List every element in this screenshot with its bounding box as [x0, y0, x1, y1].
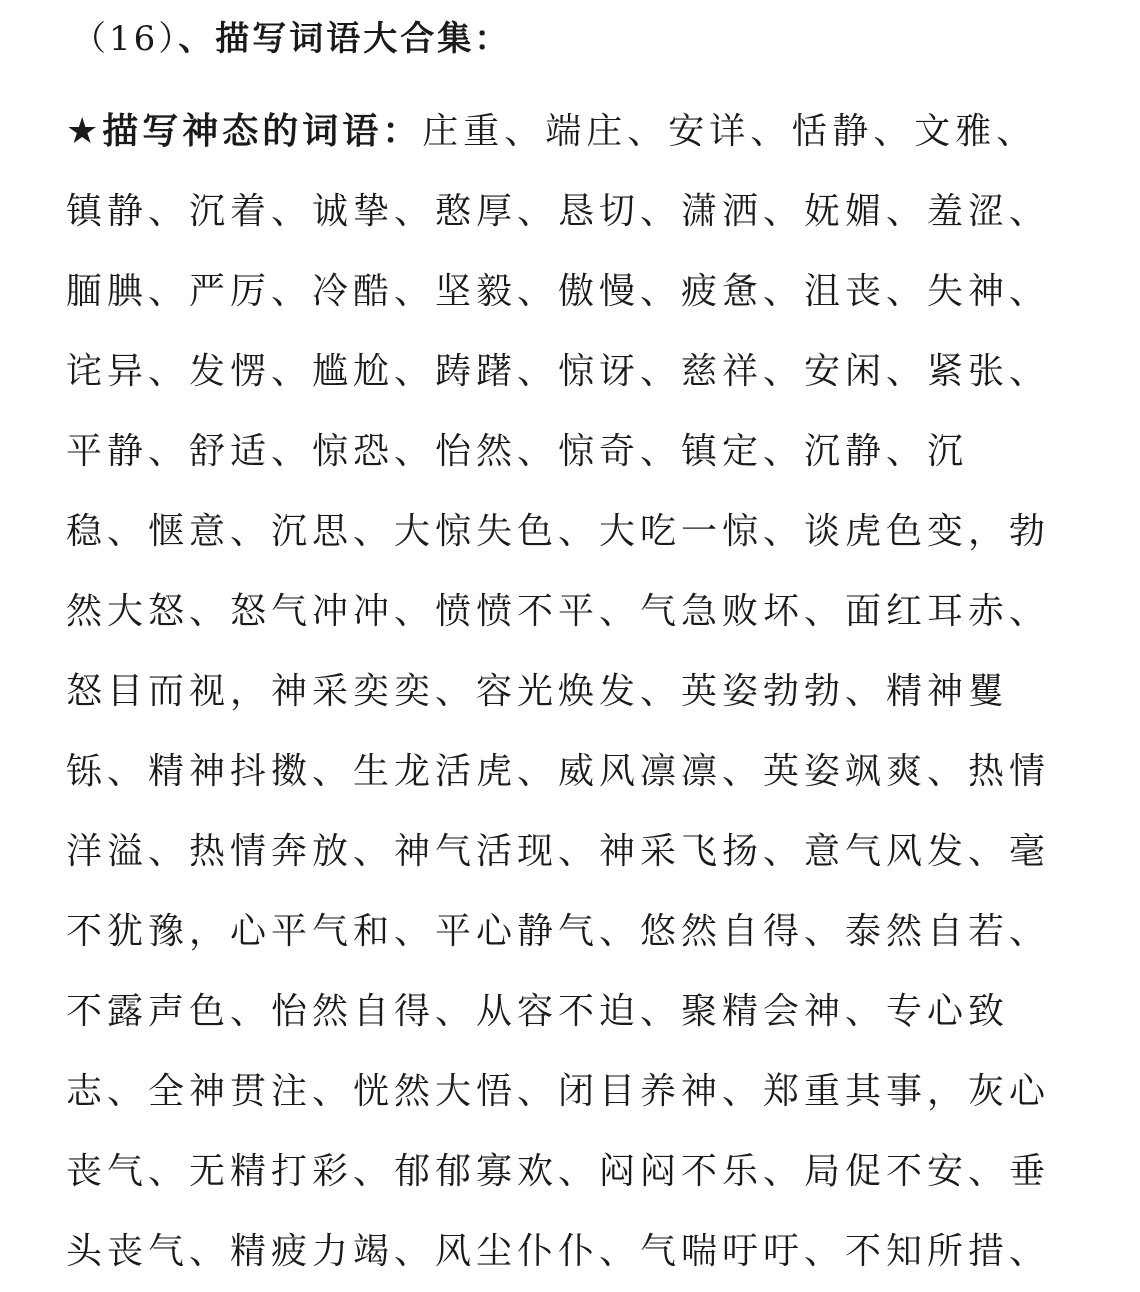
paragraph-line: 不犹豫，心平气和、平心静气、悠然自得、泰然自若、	[66, 911, 1051, 952]
word-list-paragraph	[66, 92, 1076, 1292]
paragraph-line: 平静、舒适、惊恐、怡然、惊奇、镇定、沉静、沉	[66, 431, 969, 472]
paragraph-line: 镇静、沉着、诚挚、憨厚、恳切、潇洒、妩媚、羞涩、	[66, 191, 1051, 232]
paragraph-line: 洋溢、热情奔放、神气活现、神采飞扬、意气风发、毫	[66, 831, 1051, 872]
paragraph-line: 丧气、无精打彩、郁郁寡欢、闷闷不乐、局促不安、垂	[66, 1151, 1051, 1192]
paragraph-line: 头丧气、精疲力竭、风尘仆仆、气喘吁吁、不知所措、	[66, 1231, 1051, 1272]
paragraph-line: 志、全神贯注、恍然大悟、闭目养神、郑重其事，灰心	[66, 1071, 1051, 1112]
paragraph-line: 稳、惬意、沉思、大惊失色、大吃一惊、谈虎色变，勃	[66, 511, 1051, 552]
paragraph-line: 然大怒、怒气冲冲、愤愤不平、气急败坏、面红耳赤、	[66, 591, 1051, 632]
paragraph-line: 铄、精神抖擞、生龙活虎、威风凛凛、英姿飒爽、热情	[66, 751, 1051, 792]
paragraph-line	[66, 92, 1076, 172]
paragraph-line: 怒目而视，神采奕奕、容光焕发、英姿勃勃、精神矍	[66, 671, 1010, 712]
paragraph-line: 腼腆、严厉、冷酷、坚毅、傲慢、疲惫、沮丧、失神、	[66, 271, 1051, 312]
section-heading	[72, 14, 511, 64]
category-label: ★描写神态的词语：	[66, 111, 423, 152]
paragraph-line: 不露声色、怡然自得、从容不迫、聚精会神、专心致	[66, 991, 1010, 1032]
heading-number: （16）	[72, 19, 179, 59]
heading-title: 、描写词语大合集：	[178, 19, 512, 59]
line-text: 庄重、端庄、安详、恬静、文雅、	[422, 111, 1038, 152]
paragraph-line: 诧异、发愣、尴尬、踌躇、惊讶、慈祥、安闲、紧张、	[66, 351, 1051, 392]
